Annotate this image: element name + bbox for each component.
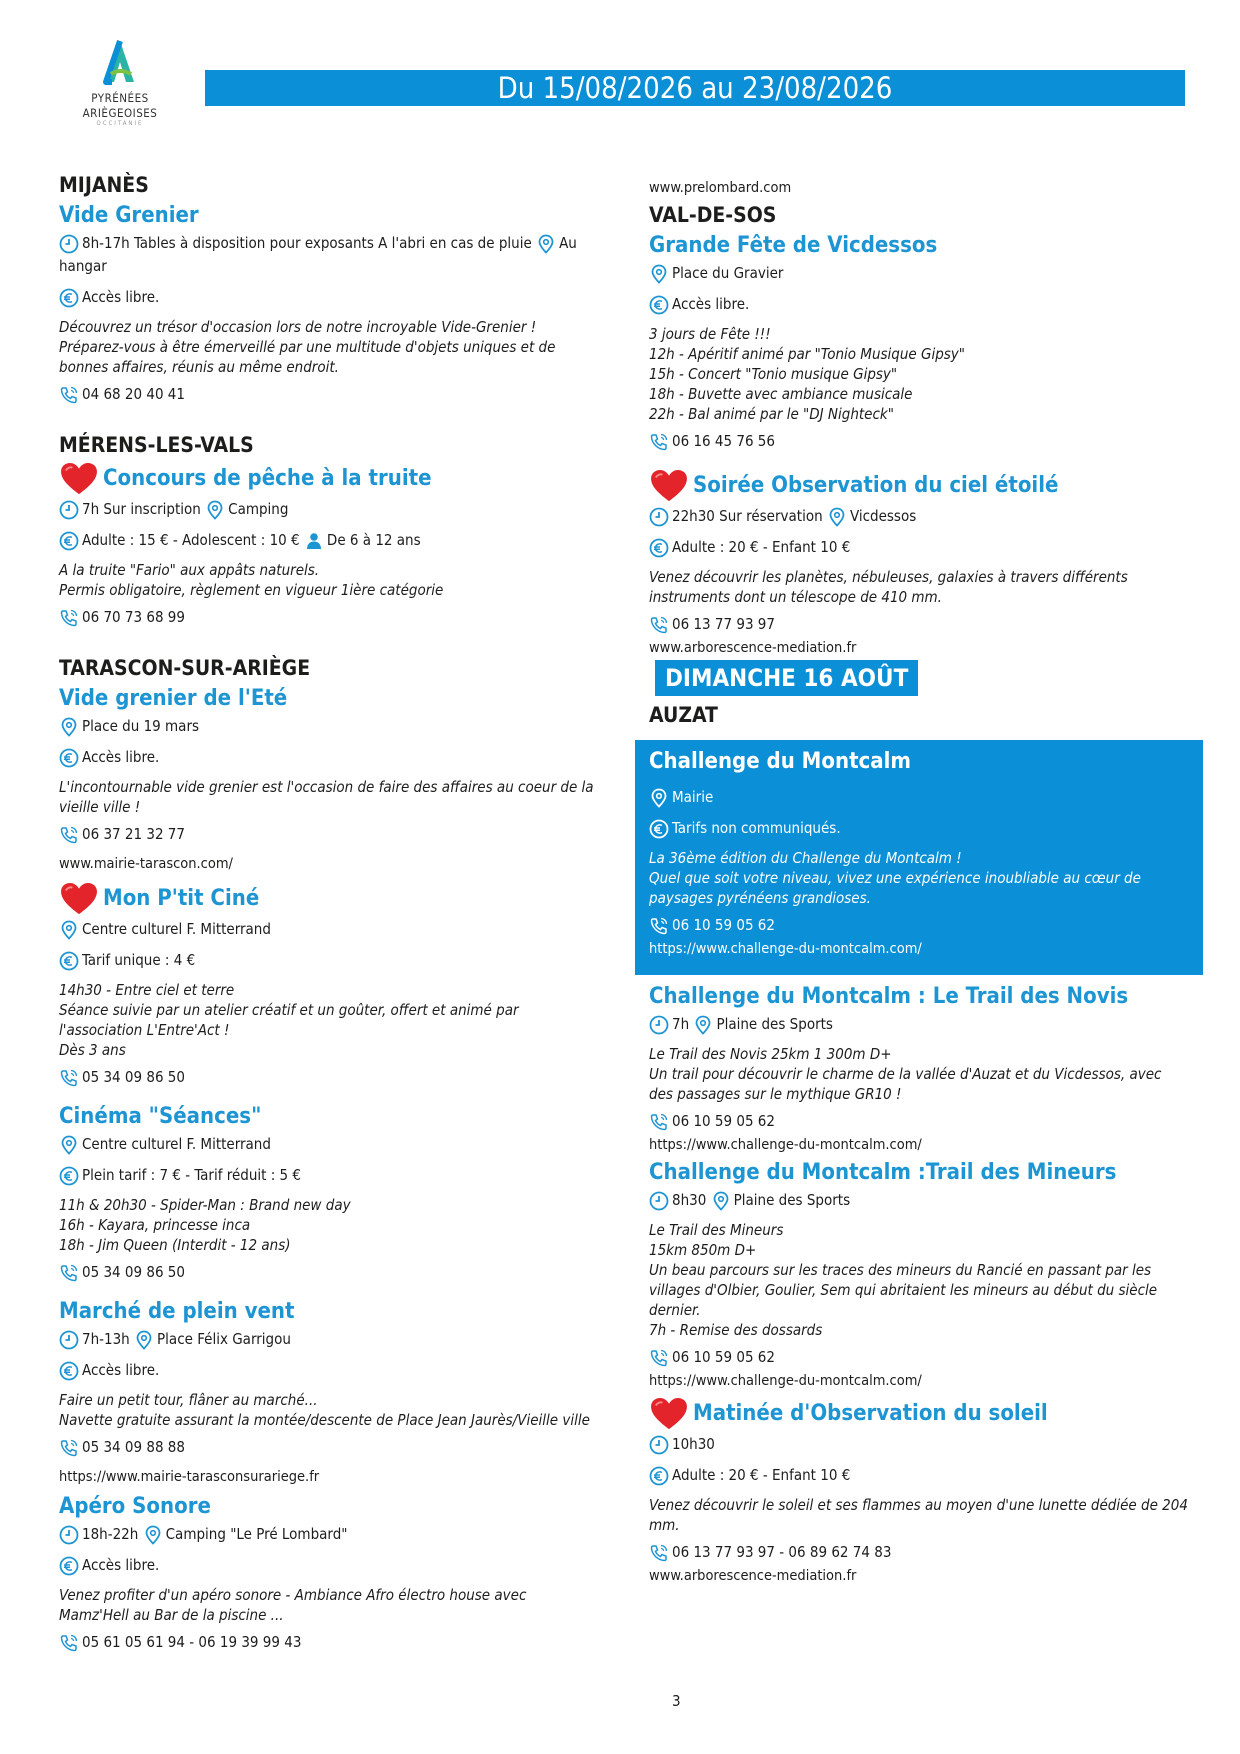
event-description: Faire un petit tour, flâner au marché... Navette gratuite assurant la montée/descente de Place Jean Jaurès/Vieille ville — [59, 1391, 590, 1429]
featured-event — [635, 740, 1203, 975]
event-phone: 06 70 73 68 99 — [59, 606, 599, 629]
phone-icon — [649, 916, 669, 936]
event-info: 8h30 Plaine des Sports — [649, 1189, 1189, 1212]
right-column — [649, 176, 1189, 1588]
clock-icon — [59, 500, 79, 520]
event-title: Marché de plein vent — [59, 1299, 295, 1324]
event-phone: 06 10 59 05 62 — [649, 1110, 1189, 1133]
event-phone: 06 10 59 05 62 — [649, 1346, 1189, 1369]
event-price: Accès libre. — [59, 1359, 599, 1382]
date-banner: Du 15/08/2026 au 23/08/2026 — [205, 70, 1185, 106]
euro-icon — [59, 951, 79, 971]
phone-icon — [59, 1438, 79, 1458]
clock-icon — [649, 1435, 669, 1455]
euro-icon — [59, 748, 79, 768]
city-heading: AUZAT — [649, 703, 718, 727]
euro-icon — [649, 819, 669, 839]
event-phone: 06 16 45 76 56 — [649, 430, 1189, 453]
euro-icon — [59, 531, 79, 551]
day-heading: DIMANCHE 16 AOÛT — [655, 660, 918, 696]
city-heading: TARASCON-SUR-ARIÈGE — [59, 656, 311, 680]
event-info: 18h-22h Camping "Le Pré Lombard" — [59, 1523, 599, 1546]
event-link[interactable]: https://www.challenge-du-montcalm.com/ — [649, 1137, 922, 1153]
euro-icon — [59, 1361, 79, 1381]
event-place: Mairie — [649, 786, 1189, 809]
event-place: Centre culturel F. Mitterrand — [59, 918, 599, 941]
event-price: Accès libre. — [59, 286, 599, 309]
phone-icon — [649, 615, 669, 635]
event-place: Place du 19 mars — [59, 715, 599, 738]
clock-icon — [59, 1525, 79, 1545]
logo-line1: PYRÉNÉES — [91, 91, 149, 105]
event-title: Cinéma "Séances" — [59, 1104, 262, 1129]
event-phone: 05 34 09 86 50 — [59, 1066, 599, 1089]
phone-icon — [59, 825, 79, 845]
event-info: 7h Sur inscription Camping — [59, 498, 599, 521]
phone-icon — [649, 1348, 669, 1368]
logo-line2: ARIÈGEOISES — [82, 106, 158, 120]
event-description: Découvrez un trésor d'occasion lors de notre incroyable Vide-Grenier ! Préparez-vous à être émerveillé par une multitude d'objets uniques et de bonnes affaires, réunis au même endroit. — [59, 318, 556, 376]
location-pin-icon — [134, 1330, 154, 1350]
event-price: Accès libre. — [59, 746, 599, 769]
heart-icon — [649, 469, 689, 503]
heart-icon — [59, 462, 99, 496]
city-heading: MÉRENS-LES-VALS — [59, 433, 254, 457]
event-title: Vide Grenier — [59, 203, 199, 228]
event-price: Accès libre. — [59, 1554, 599, 1577]
phone-icon — [649, 1543, 669, 1563]
left-column — [59, 172, 599, 1662]
event-price: Tarif unique : 4 € — [59, 949, 599, 972]
event-link[interactable]: https://www.challenge-du-montcalm.com/ — [649, 941, 922, 957]
event-phone: 05 61 05 61 94 - 06 19 39 99 43 — [59, 1631, 599, 1654]
event-description: 11h & 20h30 - Spider-Man : Brand new day 16h - Kayara, princesse inca 18h - Jim Queen (Interdit - 12 ans) — [59, 1196, 351, 1254]
location-pin-icon — [827, 507, 847, 527]
event-title: Apéro Sonore — [59, 1494, 211, 1519]
heart-icon — [59, 882, 99, 916]
child-icon — [304, 531, 324, 551]
phone-icon — [649, 1112, 669, 1132]
clock-icon — [59, 234, 79, 254]
event-title: Matinée d'Observation du soleil — [649, 1397, 1189, 1431]
event-description: La 36ème édition du Challenge du Montcalm ! Quel que soit votre niveau, vivez une expérience inoubliable au cœur de paysages pyrénéens grandioses. — [649, 849, 1141, 907]
event-description: L'incontournable vide grenier est l'occasion de faire des affaires au coeur de la vieille ville ! — [59, 778, 594, 816]
phone-icon — [59, 1068, 79, 1088]
event-description: Le Trail des Mineurs 15km 850m D+ Un beau parcours sur les traces des mineurs du Rancié en passant par les villages d'Olbier, Goulier, Sem qui abritaient les mineurs au début du siècle dernier. 7h - Remise des dossards — [649, 1221, 1158, 1339]
event-phone: 05 34 09 86 50 — [59, 1261, 599, 1284]
phone-icon — [59, 1263, 79, 1283]
event-title: Soirée Observation du ciel étoilé — [649, 469, 1189, 503]
event-phone: 06 13 77 93 97 - 06 89 62 74 83 — [649, 1541, 1189, 1564]
euro-icon — [59, 288, 79, 308]
euro-icon — [649, 538, 669, 558]
euro-icon — [649, 295, 669, 315]
event-link[interactable]: https://www.challenge-du-montcalm.com/ — [649, 1373, 922, 1389]
location-pin-icon — [711, 1191, 731, 1211]
clock-icon — [649, 1015, 669, 1035]
location-pin-icon — [693, 1015, 713, 1035]
event-description: Le Trail des Novis 25km 1 300m D+ Un trail pour découvrir le charme de la vallée d'Auzat et du Vicdessos, avec des passages sur le mythique GR10 ! — [649, 1045, 1162, 1103]
event-info: 7h Plaine des Sports — [649, 1013, 1189, 1036]
event-link[interactable]: www.arborescence-mediation.fr — [649, 640, 857, 656]
location-pin-icon — [59, 1135, 79, 1155]
phone-icon — [59, 608, 79, 628]
location-pin-icon — [143, 1525, 163, 1545]
event-description: A la truite "Fario" aux appâts naturels. Permis obligatoire, règlement en vigueur 1ière catégorie — [59, 561, 444, 599]
event-phone: 04 68 20 40 41 — [59, 383, 599, 406]
event-phone: 06 37 21 32 77 — [59, 823, 599, 846]
event-link[interactable]: https://www.mairie-tarasconsurariege.fr — [59, 1469, 320, 1485]
event-price: Adulte : 20 € - Enfant 10 € — [649, 1464, 1189, 1487]
event-info: 8h-17h Tables à disposition pour exposants A l'abri en cas de pluie Au hangar — [59, 234, 577, 275]
event-info: 7h-13h Place Félix Garrigou — [59, 1328, 599, 1351]
euro-icon — [59, 1166, 79, 1186]
location-pin-icon — [59, 920, 79, 940]
location-pin-icon — [59, 717, 79, 737]
event-title: Challenge du Montcalm — [649, 749, 912, 774]
event-phone: 05 34 09 88 88 — [59, 1436, 599, 1459]
location-pin-icon — [205, 500, 225, 520]
phone-icon — [59, 385, 79, 405]
location-pin-icon — [649, 788, 669, 808]
logo-mark-icon — [99, 38, 141, 90]
city-heading: VAL-DE-SOS — [649, 203, 777, 227]
logo-line3: OCCITANIE — [96, 120, 144, 127]
event-title: Challenge du Montcalm : Le Trail des Novis — [649, 984, 1129, 1009]
clock-icon — [649, 507, 669, 527]
brand-logo — [70, 38, 170, 138]
event-price: Accès libre. — [649, 293, 1189, 316]
event-title: Challenge du Montcalm :Trail des Mineurs — [649, 1160, 1117, 1185]
event-price: Adulte : 20 € - Enfant 10 € — [649, 536, 1189, 559]
event-link[interactable]: www.prelombard.com — [649, 180, 792, 196]
event-price: Tarifs non communiqués. — [649, 817, 1189, 840]
city-heading: MIJANÈS — [59, 173, 149, 197]
event-description: Venez profiter d'un apéro sonore - Ambiance Afro électro house avec Mamz'Hell au Bar de la piscine ... — [59, 1586, 527, 1624]
clock-icon — [59, 1330, 79, 1350]
event-title: Grande Fête de Vicdessos — [649, 233, 938, 258]
phone-icon — [649, 432, 669, 452]
location-pin-icon — [536, 234, 556, 254]
location-pin-icon — [649, 264, 669, 284]
event-description: Venez découvrir le soleil et ses flammes au moyen d'une lunette dédiée de 204 mm. — [649, 1496, 1188, 1534]
event-phone: 06 10 59 05 62 — [649, 914, 1189, 937]
euro-icon — [649, 1466, 669, 1486]
event-link[interactable]: www.mairie-tarascon.com/ — [59, 856, 233, 872]
event-description: 14h30 - Entre ciel et terre Séance suivie par un atelier créatif et un goûter, offert et animé par l'association L'Entre'Act ! Dès 3 ans — [59, 981, 519, 1059]
event-place: Place du Gravier — [649, 262, 1189, 285]
euro-icon — [59, 1556, 79, 1576]
event-place: Centre culturel F. Mitterrand — [59, 1133, 599, 1156]
event-title: Mon P'tit Ciné — [59, 882, 599, 916]
heart-icon — [649, 1397, 689, 1431]
page-number: 3 — [672, 1692, 681, 1710]
event-price: Plein tarif : 7 € - Tarif réduit : 5 € — [59, 1164, 599, 1187]
event-phone: 06 13 77 93 97 — [649, 613, 1189, 636]
event-link[interactable]: www.arborescence-mediation.fr — [649, 1568, 857, 1584]
event-title: Vide grenier de l'Eté — [59, 686, 288, 711]
event-description: 3 jours de Fête !!! 12h - Apéritif animé par "Tonio Musique Gipsy" 15h - Concert "Tonio musique Gipsy" 18h - Buvette avec ambiance musicale 22h - Bal animé par le "DJ Nighteck" — [649, 325, 965, 423]
phone-icon — [59, 1633, 79, 1653]
event-info: 10h30 — [649, 1433, 1189, 1456]
event-info: 22h30 Sur réservation Vicdessos — [649, 505, 1189, 528]
event-title: Concours de pêche à la truite — [59, 462, 599, 496]
event-description: Venez découvrir les planètes, nébuleuses, galaxies à travers différents instruments dont un télescope de 410 mm. — [649, 568, 1128, 606]
event-price: Adulte : 15 € - Adolescent : 10 € De 6 à 12 ans — [59, 529, 599, 552]
clock-icon — [649, 1191, 669, 1211]
